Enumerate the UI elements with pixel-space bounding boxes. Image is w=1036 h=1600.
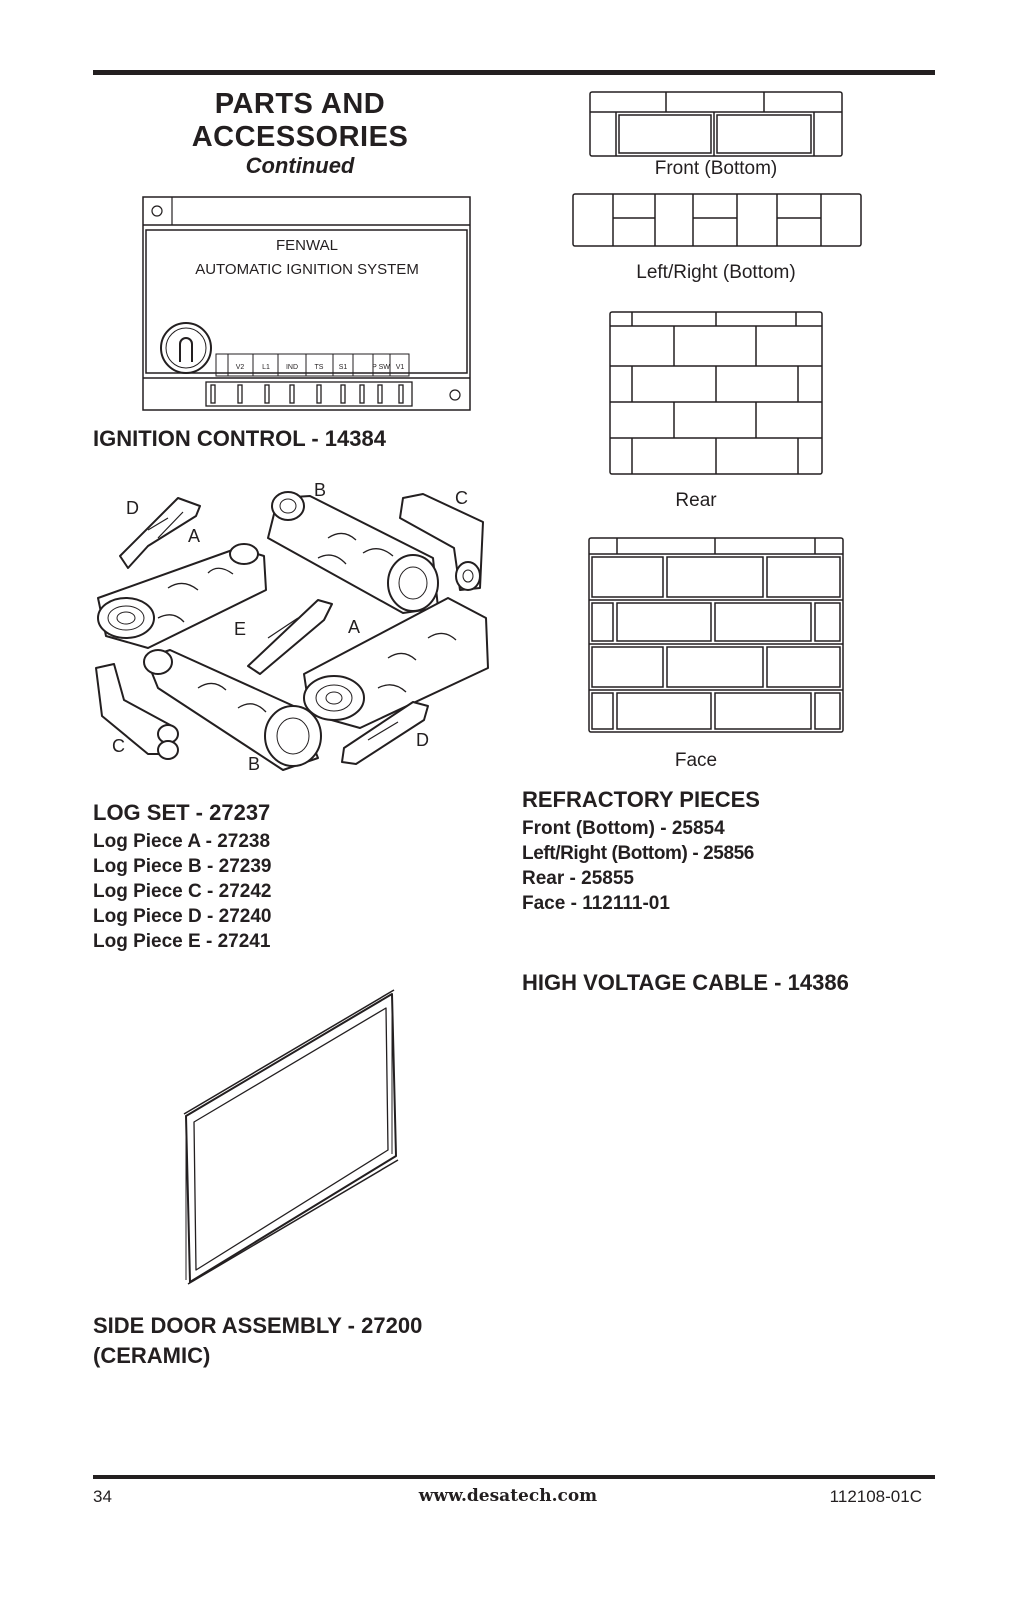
side-door-heading-line2: (CERAMIC) [93,1343,211,1368]
list-item: Left/Right (Bottom) - 25856 [522,843,754,864]
log-set-diagram [88,478,508,778]
side-door-diagram [180,986,420,1296]
knob [161,323,211,373]
list-item: Rear - 25855 [522,868,634,889]
ignition-control-heading: IGNITION CONTROL - 14384 [93,426,386,451]
log-label-a: A [348,617,361,637]
refractory-face [587,536,845,736]
log-label-a: A [188,526,201,546]
terminal-label: V1 [395,364,405,371]
device-brand-text: FENWAL [276,237,338,254]
device-name-text: AUTOMATIC IGNITION SYSTEM [195,261,419,278]
log-set-heading: LOG SET - 27237 [93,800,271,825]
log-label-d: D [416,730,429,750]
refractory-piece-list [522,816,754,916]
website-url[interactable]: www.desatech.com [418,1486,598,1506]
page-subtitle: Continued [245,153,355,178]
list-item: Face - 112111-01 [522,893,670,914]
log-label-b: B [248,754,261,774]
log-piece-list [93,829,271,954]
document-number: 112108-01C [829,1487,922,1506]
page-title-line2: ACCESSORIES [191,121,409,153]
refractory-rear [608,310,824,476]
page-title-line1: PARTS AND [214,88,386,120]
terminal-label: P SW [372,364,390,371]
terminal-label: IND [285,364,299,371]
terminal-label: L1 [262,364,270,371]
log-label-c: C [112,736,125,756]
ignition-control-diagram [140,194,480,414]
bottom-rule [93,1475,935,1479]
terminal-label: TS [314,364,324,371]
terminal-label: V2 [235,364,245,371]
list-item: Front (Bottom) - 25854 [522,818,725,839]
refractory-heading: REFRACTORY PIECES [522,787,760,812]
log-label-c: C [455,488,468,508]
high-voltage-cable-heading: HIGH VOLTAGE CABLE - 14386 [522,970,849,995]
caption-rear: Rear [675,490,717,511]
caption-face: Face [674,750,718,771]
caption-left-right-bottom: Left/Right (Bottom) [636,262,796,283]
log-label-b: B [314,480,327,500]
refractory-front-bottom [588,90,848,160]
list-item: Log Piece C - 27242 [93,881,272,902]
list-item: Log Piece B - 27239 [93,856,272,877]
side-door-heading-line1: SIDE DOOR ASSEMBLY - 27200 [93,1313,423,1338]
list-item: Log Piece A - 27238 [93,831,271,852]
top-rule [93,70,935,75]
caption-front-bottom: Front (Bottom) [654,158,778,179]
list-item: Log Piece E - 27241 [93,931,271,952]
log-label-e: E [234,619,247,639]
terminal-label: S1 [338,364,348,371]
log-label-d: D [126,498,139,518]
refractory-left-right-bottom [571,192,863,248]
list-item: Log Piece D - 27240 [93,906,272,927]
page-number: 34 [93,1487,112,1506]
